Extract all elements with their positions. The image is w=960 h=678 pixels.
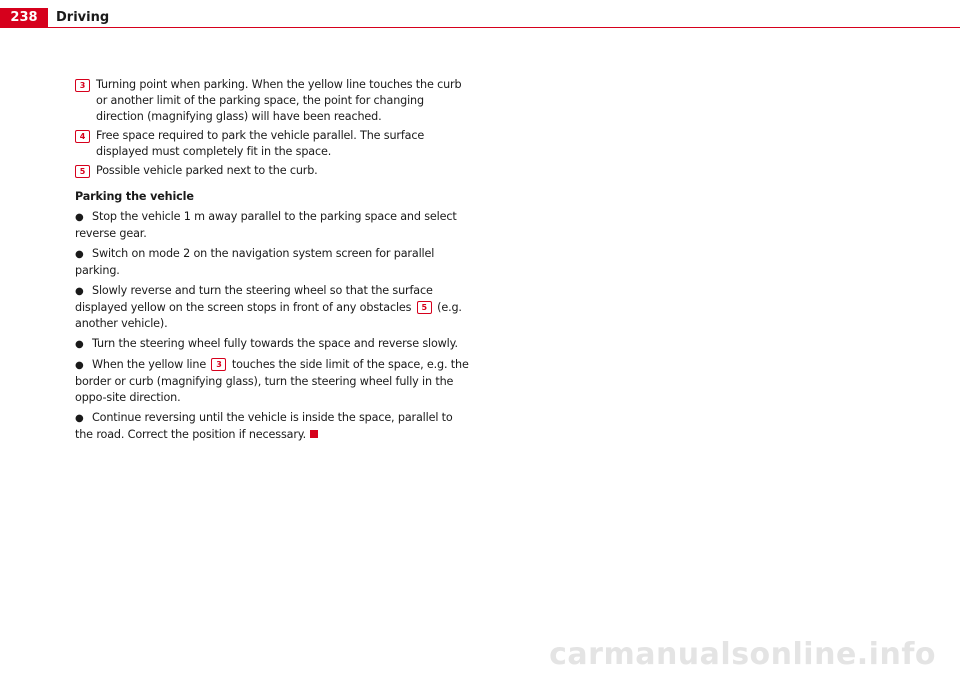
page-header: [0, 0, 960, 28]
bullet-text: Slowly reverse and turn the steering wheel so that the surface displayed yellow on the screen stops in front of any obstacles: [75, 284, 433, 314]
header-rule: [0, 27, 960, 28]
callout-4-icon: 4: [75, 130, 90, 143]
subheading: Parking the vehicle: [75, 190, 194, 203]
callout-5-icon: 5: [75, 165, 90, 178]
legend-text: Turning point when parking. When the yellow line touches the curb or another limit of the parking space, the point for changing direction (magnifying glass) will have been reached.: [96, 78, 462, 123]
bullet-text: Continue reversing until the vehicle is inside the space, parallel to the road. Correct the position if necessary.: [75, 411, 453, 441]
bullet-icon: ●: [75, 339, 84, 350]
page-number: 238: [0, 8, 48, 28]
bullet-text: touches the side limit of the space, e.g. the border or curb (magnifying glass), turn the steering wheel fully in the oppo-site direction.: [75, 358, 469, 404]
bullet-text: (e.g. another vehicle).: [75, 301, 462, 330]
legend-text: Free space required to park the vehicle parallel. The surface displayed must completely fit in the space.: [96, 129, 425, 158]
bullet-item: [75, 410, 470, 443]
bullet-icon: ●: [75, 360, 84, 371]
manual-content: [75, 77, 470, 447]
bullet-text: Stop the vehicle 1 m away parallel to the parking space and select reverse gear.: [75, 210, 457, 240]
watermark: carmanualsonline.info: [549, 637, 936, 672]
legend-item: [75, 77, 470, 125]
bullet-text: Switch on mode 2 on the navigation system screen for parallel parking.: [75, 247, 435, 277]
bullet-icon: ●: [75, 249, 84, 260]
section-title: Driving: [56, 10, 110, 25]
callout-3-icon: 3: [211, 358, 226, 371]
bullet-item: [75, 283, 470, 332]
bullet-icon: ●: [75, 212, 84, 223]
callout-5-icon: 5: [417, 301, 432, 314]
bullet-icon: ●: [75, 413, 84, 424]
callout-3-icon: 3: [75, 79, 90, 92]
bullet-item: [75, 209, 470, 242]
bullet-icon: ●: [75, 286, 84, 297]
bullet-item: [75, 357, 470, 406]
legend-text: Possible vehicle parked next to the curb.: [96, 164, 318, 177]
bullet-item: [75, 246, 470, 279]
bullet-text: When the yellow line: [92, 358, 207, 371]
bullet-item: [75, 336, 470, 353]
legend-item: [75, 128, 470, 160]
section-end-icon: [310, 430, 318, 438]
bullet-text: Turn the steering wheel fully towards the space and reverse slowly.: [92, 337, 458, 350]
legend-item: [75, 163, 470, 179]
